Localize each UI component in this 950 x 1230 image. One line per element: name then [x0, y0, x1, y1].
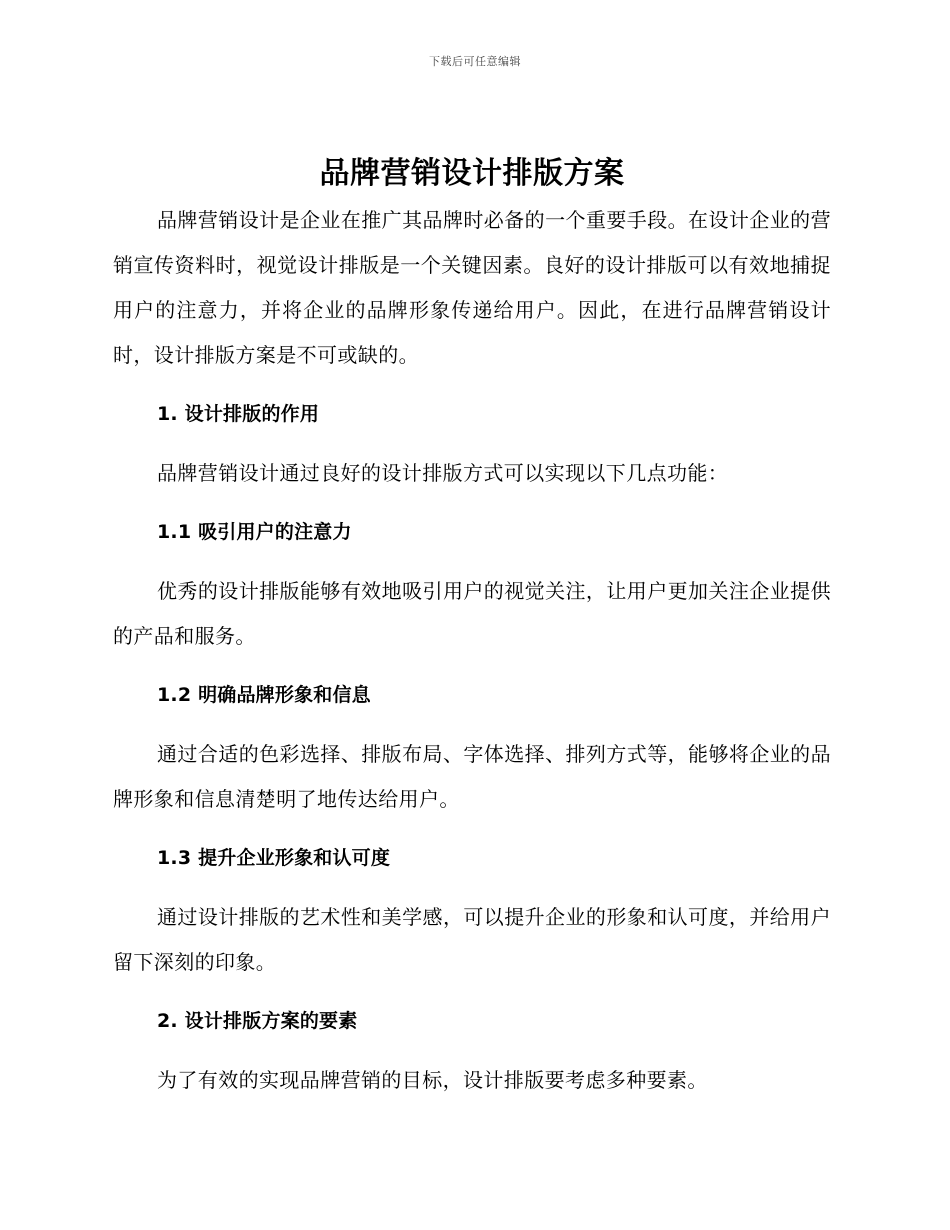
document-body	[113, 150, 831, 1103]
section-1-2-heading: 1.2 明确品牌形象和信息	[157, 684, 371, 706]
spacer	[113, 378, 831, 392]
spacer	[113, 555, 831, 569]
section-1-3-paragraph: 通过设计排版的艺术性和美学感，可以提升企业的形象和认可度，并给用户留下深刻的印象。	[113, 905, 831, 974]
intro-paragraph: 品牌营销设计是企业在推广其品牌时必备的一个重要手段。在设计企业的营销宣传资料时，视觉设计排版是一个关键因素。良好的设计排版可以有效地捕捉用户的注意力，并将企业的品牌形象传递给用户。因此，在进行品牌营销设计时，设计排版方案是不可或缺的。	[113, 208, 831, 367]
spacer	[113, 659, 831, 673]
spacer	[113, 1044, 831, 1058]
section-1-3-heading: 1.3 提升企业形象和认可度	[157, 847, 391, 869]
section-2-paragraph: 为了有效的实现品牌营销的目标，设计排版要考虑多种要素。	[157, 1068, 708, 1092]
section-1-1-heading: 1.1 吸引用户的注意力	[157, 521, 352, 543]
spacer	[113, 718, 831, 732]
spacer	[113, 496, 831, 510]
spacer	[113, 881, 831, 895]
spacer	[113, 437, 831, 451]
section-1-paragraph: 品牌营销设计通过良好的设计排版方式可以实现以下几点功能：	[157, 461, 729, 485]
section-2-heading: 2. 设计排版方案的要素	[157, 1010, 358, 1032]
spacer	[113, 985, 831, 999]
page-header-note: 下载后可任意编辑	[429, 55, 521, 68]
section-1-1-paragraph: 优秀的设计排版能够有效地吸引用户的视觉关注，让用户更加关注企业提供的产品和服务。	[113, 579, 831, 648]
spacer	[113, 822, 831, 836]
section-1-2-paragraph: 通过合适的色彩选择、排版布局、字体选择、排列方式等，能够将企业的品牌形象和信息清楚明了地传达给用户。	[113, 742, 831, 811]
section-1-heading: 1. 设计排版的作用	[157, 403, 320, 425]
document-title: 品牌营销设计排版方案	[319, 156, 625, 191]
